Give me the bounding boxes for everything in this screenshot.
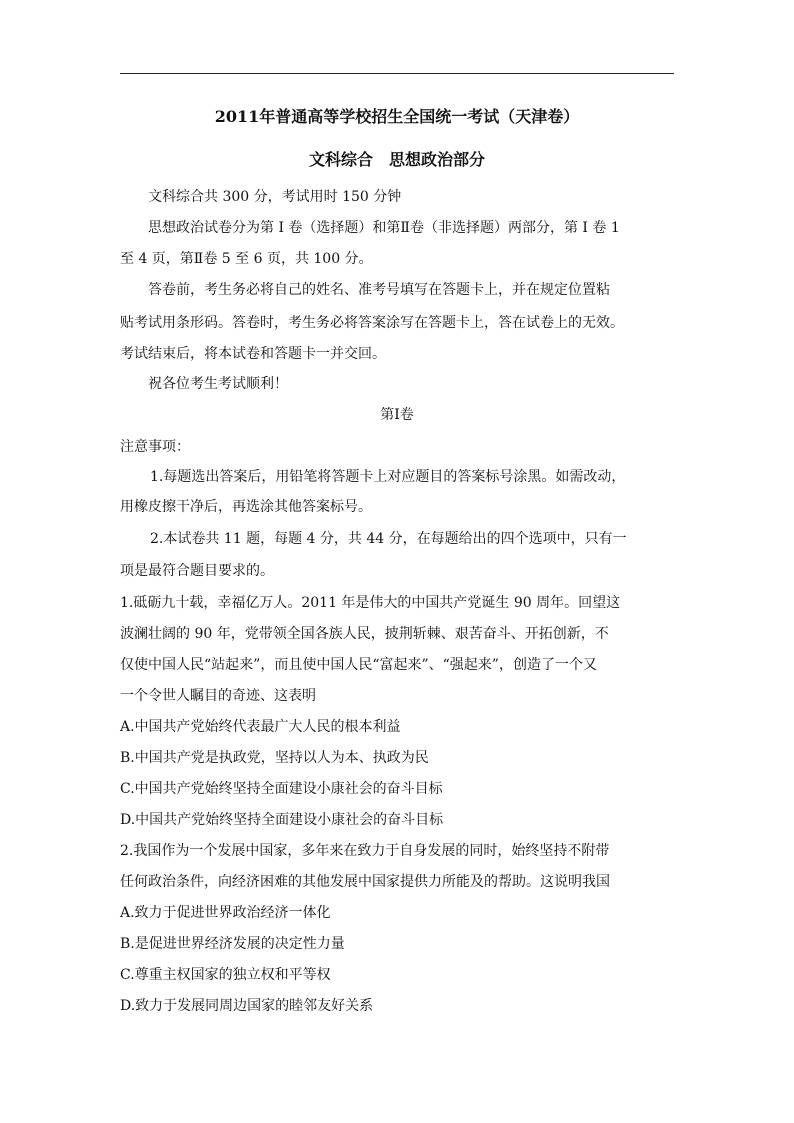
question-stem: 1.砥砺九十载，幸福亿万人。2011 年是伟大的中国共产党诞生 90 周年。回望这 xyxy=(120,595,621,611)
intro-line: 思想政治试卷分为第 I 卷（选择题）和第Ⅱ卷（非选择题）两部分，第 I 卷 1 xyxy=(148,220,620,236)
intro-line: 贴考试用条形码。答卷时，考生务必将答案涂写在答题卡上，答在试卷上的无效。 xyxy=(120,315,624,331)
question-stem: 一个令世人瞩目的奇迹、这表明 xyxy=(120,688,316,704)
answer-option: B.中国共产党是执政党，坚持以人为本、执政为民 xyxy=(120,750,429,766)
question-stem: 2.我国作为一个发展中国家，多年来在致力于自身发展的同时，始终坚持不附带 xyxy=(120,843,610,859)
note-line: 2.本试卷共 11 题，每题 4 分，共 44 分，在每题给出的四个选项中，只有一 xyxy=(150,531,627,547)
question-stem: 仅使中国人民“站起来”，而且使中国人民“富起来”、“强起来”，创造了一个又 xyxy=(120,657,597,673)
header-rule xyxy=(120,73,674,74)
section-title: 第Ⅰ卷 xyxy=(380,407,414,423)
answer-option: C.尊重主权国家的独立权和平等权 xyxy=(120,967,331,983)
intro-line: 答卷前，考生务必将自己的姓名、准考号填写在答题卡上，并在规定位置粘 xyxy=(148,282,610,298)
intro-line: 文科综合共 300 分，考试用时 150 分钟 xyxy=(148,189,402,205)
exam-title: 2011年普通高等学校招生全国统一考试（天津卷） xyxy=(214,107,580,126)
question-stem: 任何政治条件，向经济困难的其他发展中国家提供力所能及的帮助。这说明我国 xyxy=(120,874,610,890)
exam-subtitle: 文科综合 思想政治部分 xyxy=(308,150,485,169)
answer-option: D.中国共产党始终坚持全面建设小康社会的奋斗目标 xyxy=(120,812,444,828)
intro-line: 考试结束后，将本试卷和答题卡一并交回。 xyxy=(120,346,386,362)
answer-option: A.致力于促进世界政治经济一体化 xyxy=(120,905,331,921)
intro-line: 祝各位考生考试顺利！ xyxy=(148,376,288,392)
answer-option: C.中国共产党始终坚持全面建设小康社会的奋斗目标 xyxy=(120,781,443,797)
note-line: 项是最符合题目要求的。 xyxy=(120,563,274,579)
answer-option: A.中国共产党始终代表最广大人民的根本利益 xyxy=(120,719,401,735)
note-line: 1.每题选出答案后，用铅笔将答题卡上对应题目的答案标号涂黑。如需改动， xyxy=(150,469,626,485)
answer-option: D.致力于发展同周边国家的睦邻友好关系 xyxy=(120,998,374,1014)
question-stem: 波澜壮阔的 90 年，党带领全国各族人民，披荆斩棘、艰苦奋斗、开拓创新，不 xyxy=(120,626,609,642)
intro-line: 至 4 页，第Ⅱ卷 5 至 6 页，共 100 分。 xyxy=(120,251,373,267)
notes-heading: 注意事项： xyxy=(120,439,190,455)
answer-option: B.是促进世界经济发展的决定性力量 xyxy=(120,936,345,952)
note-line: 用橡皮擦干净后，再选涂其他答案标号。 xyxy=(120,499,372,515)
